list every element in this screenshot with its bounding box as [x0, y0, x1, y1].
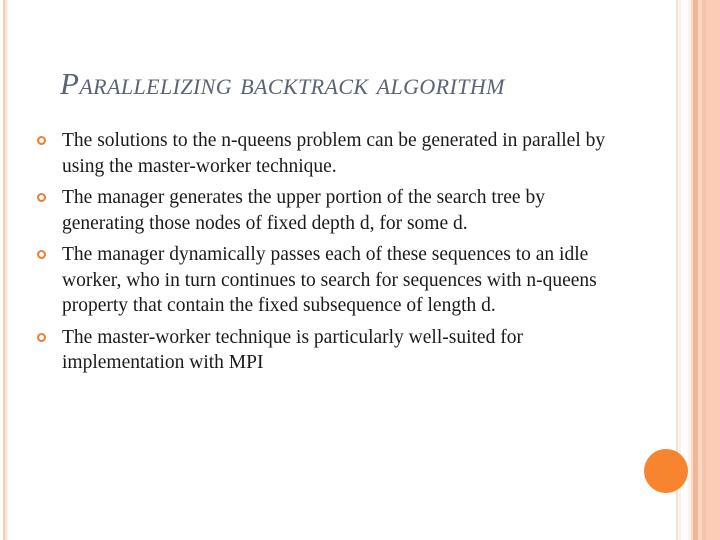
slide-title: Parallelizing backtrack algorithm [60, 66, 505, 101]
bullet-text: The manager generates the upper portion of the search tree by generating those nodes of fixed depth d, for some d. [62, 187, 545, 234]
bullet-ring-icon [37, 136, 46, 145]
list-item [30, 242, 630, 319]
orange-circle-accent [644, 449, 688, 493]
list-item [30, 185, 630, 236]
bullet-ring-icon [37, 333, 46, 342]
bullet-ring-icon [37, 193, 46, 202]
bullet-text: The master-worker technique is particularly well-suited for implementation with MPI [62, 326, 523, 373]
bullet-list [30, 128, 630, 382]
right-border-stripe-8 [706, 0, 720, 540]
list-item [30, 128, 630, 179]
left-border-stripe-3 [7, 0, 8, 540]
bullet-text: The solutions to the n-queens problem can be generated in parallel by using the master-worker technique. [62, 130, 606, 177]
list-item [30, 325, 630, 376]
bullet-text: The manager dynamically passes each of these sequences to an idle worker, who in turn continues to search for sequences with n-queens property that contain the fixed subsequence of length d. [62, 244, 597, 316]
bullet-ring-icon [37, 250, 46, 259]
